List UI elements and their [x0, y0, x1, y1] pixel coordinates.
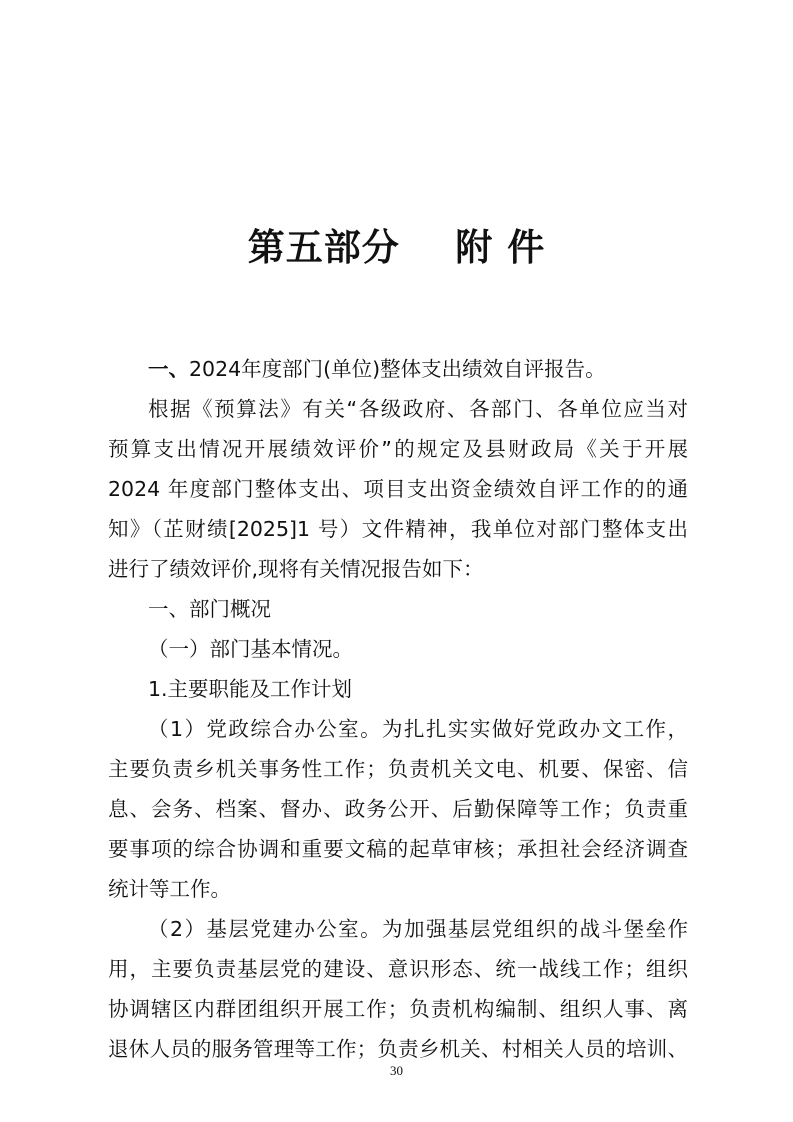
paragraph-line: 要事项的综合协调和重要文稿的起草审核；承担社会经济调查	[108, 837, 688, 861]
page-title: 第五部分 附 件	[247, 225, 546, 269]
paragraph-line: （2）基层党建办公室。为加强基层党组织的战斗堡垒作	[148, 917, 688, 941]
report-heading-lead: 一、	[148, 357, 189, 381]
page-number: 30	[390, 1063, 403, 1078]
paragraph-line: 2024 年度部门整体支出、项目支出资金绩效自评工作的的通	[108, 477, 688, 501]
report-heading-text: 2024年度部门(单位)整体支出绩效自评报告。	[189, 357, 606, 381]
paragraph-line: 进行了绩效评价,现将有关情况报告如下：	[108, 557, 484, 581]
section-heading: 一、部门概况	[148, 597, 271, 621]
paragraph-line: 协调辖区内群团组织开展工作；负责机构编制、组织人事、离	[108, 997, 688, 1021]
paragraph-line: 主要负责乡机关事务性工作；负责机关文电、机要、保密、信	[108, 757, 688, 781]
paragraph-line: 用，主要负责基层党的建设、意识形态、统一战线工作；组织	[108, 957, 688, 981]
paragraph-line: 根据《预算法》有关“各级政府、各部门、各单位应当对	[148, 397, 688, 421]
paragraph-line: （1）党政综合办公室。为扎扎实实做好党政办文工作，	[148, 717, 688, 741]
item-heading: 1.主要职能及工作计划	[148, 677, 353, 701]
paragraph-line: 统计等工作。	[108, 877, 231, 901]
paragraph-line: 退休人员的服务管理等工作；负责乡机关、村相关人员的培训、	[108, 1037, 688, 1061]
paragraph-line: 预算支出情况开展绩效评价”的规定及县财政局《关于开展	[108, 437, 688, 461]
paragraph-line: 知》（芷财绩[2025]1 号）文件精神，我单位对部门整体支出	[108, 517, 688, 541]
report-heading	[148, 349, 688, 389]
paragraph-line: 息、会务、档案、督办、政务公开、后勤保障等工作；负责重	[108, 797, 688, 821]
subsection-heading: （一）部门基本情况。	[148, 637, 353, 661]
